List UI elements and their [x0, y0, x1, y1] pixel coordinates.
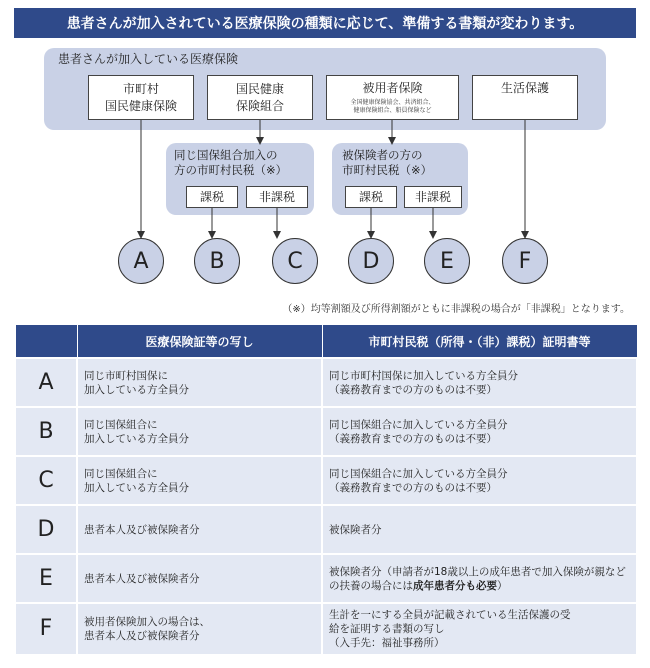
box-employee-insurance: [326, 75, 459, 120]
row-insurance-card: [77, 358, 322, 407]
box-line: 国民健康保険: [104, 98, 177, 113]
cell-line: 生計を一にする全員が記載されている生活保護の受: [329, 609, 571, 621]
row-insurance-card: [77, 456, 322, 505]
cell-line: 同じ国保組合に加入している方全員分: [329, 418, 508, 431]
row-letter: F: [15, 603, 77, 655]
panel-line: 方の市町村民税（※）: [174, 163, 288, 177]
box-line: 生活保護: [500, 81, 549, 95]
circle-a: A: [118, 238, 164, 284]
connector-arrows: [0, 0, 650, 300]
box-line: 国民健康: [235, 81, 284, 96]
row-insurance-card: [77, 554, 322, 603]
panel-line: 被保険者の方の: [342, 148, 423, 162]
row-letter: C: [15, 456, 77, 505]
box-subtext: 健康保険組合、船員保険など: [353, 107, 432, 114]
row-letter: B: [15, 407, 77, 456]
cell-line: 加入している方全員分: [84, 481, 189, 494]
cell-line: 患者本人及び被保険者分: [84, 523, 200, 536]
circle-d: D: [348, 238, 394, 284]
row-letter: E: [15, 554, 77, 603]
cell-line: 同じ国保組合に: [84, 418, 158, 431]
box-subtext: 全国健康保険協会、共済組合、: [350, 99, 435, 106]
box-welfare: [472, 75, 578, 120]
box-line: 保険組合: [235, 98, 284, 113]
cell-line: 患者本人及び被保険者分: [84, 630, 200, 642]
box-kokuho-kumiai: [207, 75, 313, 120]
row-insurance-card: [77, 407, 322, 456]
tax-box-d: [345, 186, 397, 208]
tax-label-taxed: 課税: [199, 189, 224, 204]
footnote: （※）均等割額及び所得割額がともに非課税の場合が「非課税」となります。: [282, 304, 630, 315]
cell-line: 被用者保険加入の場合は、: [84, 616, 210, 628]
table-row: [15, 358, 637, 407]
cell-line: 同じ国保組合に: [84, 467, 158, 480]
row-tax-certificate: [322, 358, 637, 407]
cell-line: 給を証明する書類の写し: [329, 623, 445, 635]
panel-line: 市町村民税（※）: [342, 163, 433, 177]
table-header-insurance-card: 医療保険証等の写し: [77, 325, 322, 359]
circle-b: B: [194, 238, 240, 284]
circle-e: E: [424, 238, 470, 284]
tax-label-non-taxed: 非課税: [258, 189, 295, 204]
cell-line: （義務教育までの方のものは不要）: [329, 432, 497, 445]
box-line: 被用者保険: [362, 81, 423, 95]
cell-text: 被保険者分（申請者が18歳以上の成年患者で加入保険が親などの扶養の場合には: [329, 565, 626, 592]
cell-line: 同じ市町村国保に: [84, 369, 168, 382]
row-tax-certificate: [322, 505, 637, 554]
row-insurance-card: [77, 603, 322, 655]
cell-line: （入手先：福祉事務所）: [329, 637, 445, 649]
circle-f: F: [502, 238, 548, 284]
table-row: [15, 554, 637, 603]
insurance-panel-label: 患者さんが加入している医療保険: [58, 52, 239, 66]
cell-line: （義務教育までの方のものは不要）: [329, 481, 497, 494]
kokuho-tax-panel-label: [174, 148, 287, 178]
table-row: [15, 407, 637, 456]
cell-line: （義務教育までの方のものは不要）: [329, 383, 497, 396]
circle-c: C: [272, 238, 318, 284]
cell-text: ）: [497, 579, 508, 592]
row-tax-certificate: [322, 603, 637, 655]
box-line: 市町村: [122, 81, 159, 96]
row-tax-certificate: [322, 407, 637, 456]
hihoken-tax-panel-label: [342, 148, 432, 178]
tax-box-b: [186, 186, 238, 208]
row-insurance-card: [77, 505, 322, 554]
tax-label-taxed: 課税: [358, 189, 383, 204]
cell-text-emphasis: 成年患者分も必要: [413, 579, 497, 592]
page-header: [14, 8, 636, 38]
tax-label-non-taxed: 非課税: [414, 189, 451, 204]
row-letter: D: [15, 505, 77, 554]
cell-line: 加入している方全員分: [84, 383, 189, 396]
table-header-row: [15, 325, 637, 359]
tax-box-c: [246, 186, 308, 208]
cell-line: 同じ国保組合に加入している方全員分: [329, 467, 508, 480]
cell-line: 被保険者分: [329, 523, 382, 536]
document-table: [14, 324, 638, 656]
row-tax-certificate: [322, 456, 637, 505]
table-row: [15, 456, 637, 505]
table-row: [15, 505, 637, 554]
cell-line: 患者本人及び被保険者分: [84, 572, 200, 585]
cell-line: 同じ市町村国保に加入している方全員分: [329, 369, 518, 382]
table-row: [15, 603, 637, 655]
header-title: 患者さんが加入されている医療保険の種類に応じて、準備する書類が変わります。: [66, 16, 584, 32]
cell-line: 加入している方全員分: [84, 432, 189, 445]
row-tax-certificate: [322, 554, 637, 603]
table-header-letter: [15, 325, 77, 359]
panel-line: 同じ国保組合加入の: [174, 148, 278, 162]
tax-box-e: [404, 186, 462, 208]
table-header-tax-certificate: 市町村民税（所得・（非）課税）証明書等: [322, 325, 637, 359]
row-letter: A: [15, 358, 77, 407]
box-municipal-kokuho: [88, 75, 194, 120]
